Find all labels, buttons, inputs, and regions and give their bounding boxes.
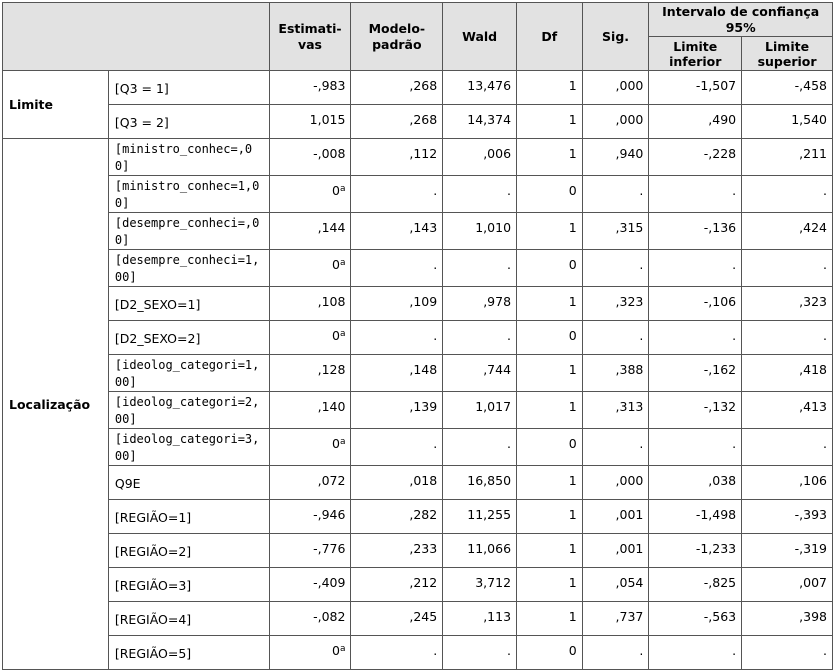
cell-limite-inferior: -,825: [649, 568, 742, 602]
parameter-label: [ministro_conhec=,00]: [108, 139, 269, 176]
estimativa-value: ,072: [317, 473, 346, 488]
cell-limite-superior: .: [742, 250, 833, 287]
cell-modelo-padrao: .: [351, 250, 443, 287]
estimativa-value: -,082: [313, 609, 346, 624]
cell-df: 0: [517, 250, 583, 287]
footnote-marker: a: [339, 184, 346, 194]
cell-estimativa: [269, 466, 351, 500]
cell-modelo-padrao: ,212: [351, 568, 443, 602]
cell-wald: 11,066: [443, 534, 517, 568]
estimativa-value: 0: [331, 328, 340, 343]
cell-estimativa: [269, 636, 351, 670]
cell-limite-superior: .: [742, 321, 833, 355]
cell-modelo-padrao: .: [351, 321, 443, 355]
table-row: [3, 602, 833, 636]
cell-sig: ,000: [582, 105, 649, 139]
parameter-label: [D2_SEXO=2]: [108, 321, 269, 355]
cell-estimativa: [269, 392, 351, 429]
cell-df: 1: [517, 466, 583, 500]
cell-df: 1: [517, 287, 583, 321]
cell-sig: ,001: [582, 534, 649, 568]
cell-estimativa: [269, 250, 351, 287]
table-row: [3, 250, 833, 287]
estimativa-value: 0: [331, 643, 340, 658]
cell-estimativa: [269, 534, 351, 568]
parameter-label: [ideolog_categori=2,00]: [108, 392, 269, 429]
cell-wald: 1,010: [443, 213, 517, 250]
cell-sig: .: [582, 429, 649, 466]
estimativa-value: ,108: [317, 294, 346, 309]
cell-df: 1: [517, 71, 583, 105]
header-sig: Sig.: [582, 3, 649, 71]
cell-df: 1: [517, 355, 583, 392]
footnote-marker: a: [339, 258, 346, 268]
cell-modelo-padrao: ,233: [351, 534, 443, 568]
cell-limite-inferior: -1,498: [649, 500, 742, 534]
cell-sig: ,054: [582, 568, 649, 602]
cell-wald: ,978: [443, 287, 517, 321]
cell-df: 0: [517, 321, 583, 355]
table-row: [3, 321, 833, 355]
estimativa-value: 0: [331, 257, 340, 272]
cell-sig: ,001: [582, 500, 649, 534]
cell-limite-inferior: -,106: [649, 287, 742, 321]
cell-wald: ,744: [443, 355, 517, 392]
header-modelo-padrao: Modelo-padrão: [351, 3, 443, 71]
cell-wald: 3,712: [443, 568, 517, 602]
header-intervalo-confianca: Intervalo de confiança 95%: [649, 3, 833, 37]
cell-limite-inferior: ,490: [649, 105, 742, 139]
cell-wald: .: [443, 636, 517, 670]
cell-estimativa: [269, 355, 351, 392]
parameter-label: [ideolog_categori=3,00]: [108, 429, 269, 466]
parameter-label: [REGIÃO=5]: [108, 636, 269, 670]
cell-df: 1: [517, 534, 583, 568]
cell-df: 1: [517, 213, 583, 250]
table-row: [3, 636, 833, 670]
cell-estimativa: [269, 287, 351, 321]
parameter-label: Q9E: [108, 466, 269, 500]
estimativa-value: 1,015: [309, 112, 346, 127]
cell-wald: .: [443, 176, 517, 213]
group-label-limite: Limite: [3, 71, 109, 139]
cell-wald: 1,017: [443, 392, 517, 429]
cell-estimativa: [269, 500, 351, 534]
cell-limite-inferior: -1,507: [649, 71, 742, 105]
cell-sig: .: [582, 176, 649, 213]
cell-df: 1: [517, 139, 583, 176]
cell-modelo-padrao: .: [351, 429, 443, 466]
table-row: [3, 534, 833, 568]
cell-sig: ,323: [582, 287, 649, 321]
cell-estimativa: [269, 321, 351, 355]
cell-estimativa: [269, 105, 351, 139]
cell-df: 0: [517, 429, 583, 466]
cell-limite-inferior: ,038: [649, 466, 742, 500]
cell-sig: ,315: [582, 213, 649, 250]
cell-limite-superior: ,424: [742, 213, 833, 250]
cell-df: 1: [517, 392, 583, 429]
header-limite-inferior: Limite inferior: [649, 37, 742, 71]
parameter-label: [desempre_conheci=,00]: [108, 213, 269, 250]
cell-wald: .: [443, 321, 517, 355]
table-body: [3, 71, 833, 670]
parameter-label: [Q3 = 2]: [108, 105, 269, 139]
header-estimativas: Estimati-vas: [269, 3, 351, 71]
footnote-marker: a: [339, 329, 346, 339]
cell-limite-inferior: .: [649, 636, 742, 670]
cell-df: 1: [517, 500, 583, 534]
cell-sig: ,737: [582, 602, 649, 636]
cell-sig: ,000: [582, 71, 649, 105]
header-df: Df: [517, 3, 583, 71]
cell-limite-inferior: .: [649, 176, 742, 213]
footnote-marker: a: [339, 644, 346, 654]
cell-estimativa: [269, 213, 351, 250]
cell-sig: .: [582, 636, 649, 670]
parameter-label: [REGIÃO=4]: [108, 602, 269, 636]
cell-limite-inferior: -,132: [649, 392, 742, 429]
cell-modelo-padrao: .: [351, 636, 443, 670]
cell-wald: .: [443, 429, 517, 466]
cell-limite-superior: -,458: [742, 71, 833, 105]
footnote-marker: a: [339, 437, 346, 447]
parameter-label: [Q3 = 1]: [108, 71, 269, 105]
cell-wald: ,006: [443, 139, 517, 176]
estimativa-value: -,409: [313, 575, 346, 590]
cell-df: 1: [517, 568, 583, 602]
cell-estimativa: [269, 176, 351, 213]
cell-limite-superior: ,413: [742, 392, 833, 429]
cell-modelo-padrao: ,245: [351, 602, 443, 636]
cell-limite-superior: .: [742, 429, 833, 466]
table-row: [3, 392, 833, 429]
cell-limite-superior: ,323: [742, 287, 833, 321]
cell-estimativa: [269, 429, 351, 466]
cell-estimativa: [269, 568, 351, 602]
cell-modelo-padrao: ,268: [351, 105, 443, 139]
cell-modelo-padrao: ,268: [351, 71, 443, 105]
cell-limite-superior: .: [742, 176, 833, 213]
cell-wald: 11,255: [443, 500, 517, 534]
cell-sig: ,313: [582, 392, 649, 429]
cell-sig: .: [582, 250, 649, 287]
table-row: [3, 176, 833, 213]
table-row: [3, 355, 833, 392]
cell-sig: ,000: [582, 466, 649, 500]
cell-limite-inferior: .: [649, 250, 742, 287]
cell-limite-superior: ,106: [742, 466, 833, 500]
cell-limite-inferior: -,228: [649, 139, 742, 176]
estimativa-value: ,140: [317, 399, 346, 414]
table-row: [3, 287, 833, 321]
cell-limite-inferior: .: [649, 321, 742, 355]
estimativa-value: -,946: [313, 507, 346, 522]
cell-modelo-padrao: ,139: [351, 392, 443, 429]
cell-wald: 16,850: [443, 466, 517, 500]
cell-modelo-padrao: ,148: [351, 355, 443, 392]
estimativa-value: ,128: [317, 362, 346, 377]
table-row: [3, 105, 833, 139]
parameter-label: [D2_SEXO=1]: [108, 287, 269, 321]
cell-limite-inferior: -,162: [649, 355, 742, 392]
cell-sig: ,388: [582, 355, 649, 392]
cell-modelo-padrao: ,109: [351, 287, 443, 321]
table-row: [3, 500, 833, 534]
table-row: [3, 71, 833, 105]
cell-limite-inferior: -,136: [649, 213, 742, 250]
cell-limite-superior: ,398: [742, 602, 833, 636]
estimativa-value: -,008: [313, 146, 346, 161]
cell-sig: .: [582, 321, 649, 355]
cell-estimativa: [269, 602, 351, 636]
header-limite-superior: Limite superior: [742, 37, 833, 71]
cell-wald: ,113: [443, 602, 517, 636]
table-row: [3, 466, 833, 500]
table-row: [3, 139, 833, 176]
cell-df: 1: [517, 602, 583, 636]
parameter-label: [desempre_conheci=1,00]: [108, 250, 269, 287]
table-row: [3, 213, 833, 250]
estimativa-value: -,776: [313, 541, 346, 556]
cell-df: 0: [517, 176, 583, 213]
cell-wald: 13,476: [443, 71, 517, 105]
estimativa-value: ,144: [317, 220, 346, 235]
cell-limite-superior: ,418: [742, 355, 833, 392]
cell-sig: ,940: [582, 139, 649, 176]
estimativa-value: -,983: [313, 78, 346, 93]
cell-modelo-padrao: ,282: [351, 500, 443, 534]
cell-wald: .: [443, 250, 517, 287]
cell-modelo-padrao: ,112: [351, 139, 443, 176]
group-label-localizacao: Localização: [3, 139, 109, 670]
cell-estimativa: [269, 139, 351, 176]
cell-modelo-padrao: .: [351, 176, 443, 213]
parameter-label: [REGIÃO=1]: [108, 500, 269, 534]
cell-limite-inferior: -,563: [649, 602, 742, 636]
parameter-label: [REGIÃO=2]: [108, 534, 269, 568]
cell-estimativa: [269, 71, 351, 105]
estimativa-value: 0: [331, 183, 340, 198]
cell-limite-superior: .: [742, 636, 833, 670]
cell-limite-inferior: .: [649, 429, 742, 466]
cell-limite-superior: -,319: [742, 534, 833, 568]
cell-modelo-padrao: ,143: [351, 213, 443, 250]
parameter-label: [ministro_conhec=1,00]: [108, 176, 269, 213]
header-wald: Wald: [443, 3, 517, 71]
cell-df: 1: [517, 105, 583, 139]
cell-limite-superior: 1,540: [742, 105, 833, 139]
parameter-label: [REGIÃO=3]: [108, 568, 269, 602]
cell-limite-superior: ,007: [742, 568, 833, 602]
cell-wald: 14,374: [443, 105, 517, 139]
parameter-estimates-table: [2, 2, 833, 670]
cell-df: 0: [517, 636, 583, 670]
cell-limite-superior: -,393: [742, 500, 833, 534]
table-row: [3, 429, 833, 466]
parameter-label: [ideolog_categori=1,00]: [108, 355, 269, 392]
cell-modelo-padrao: ,018: [351, 466, 443, 500]
table-row: [3, 568, 833, 602]
cell-limite-superior: ,211: [742, 139, 833, 176]
cell-limite-inferior: -1,233: [649, 534, 742, 568]
estimativa-value: 0: [331, 436, 340, 451]
header-blank-cell: [3, 3, 270, 71]
